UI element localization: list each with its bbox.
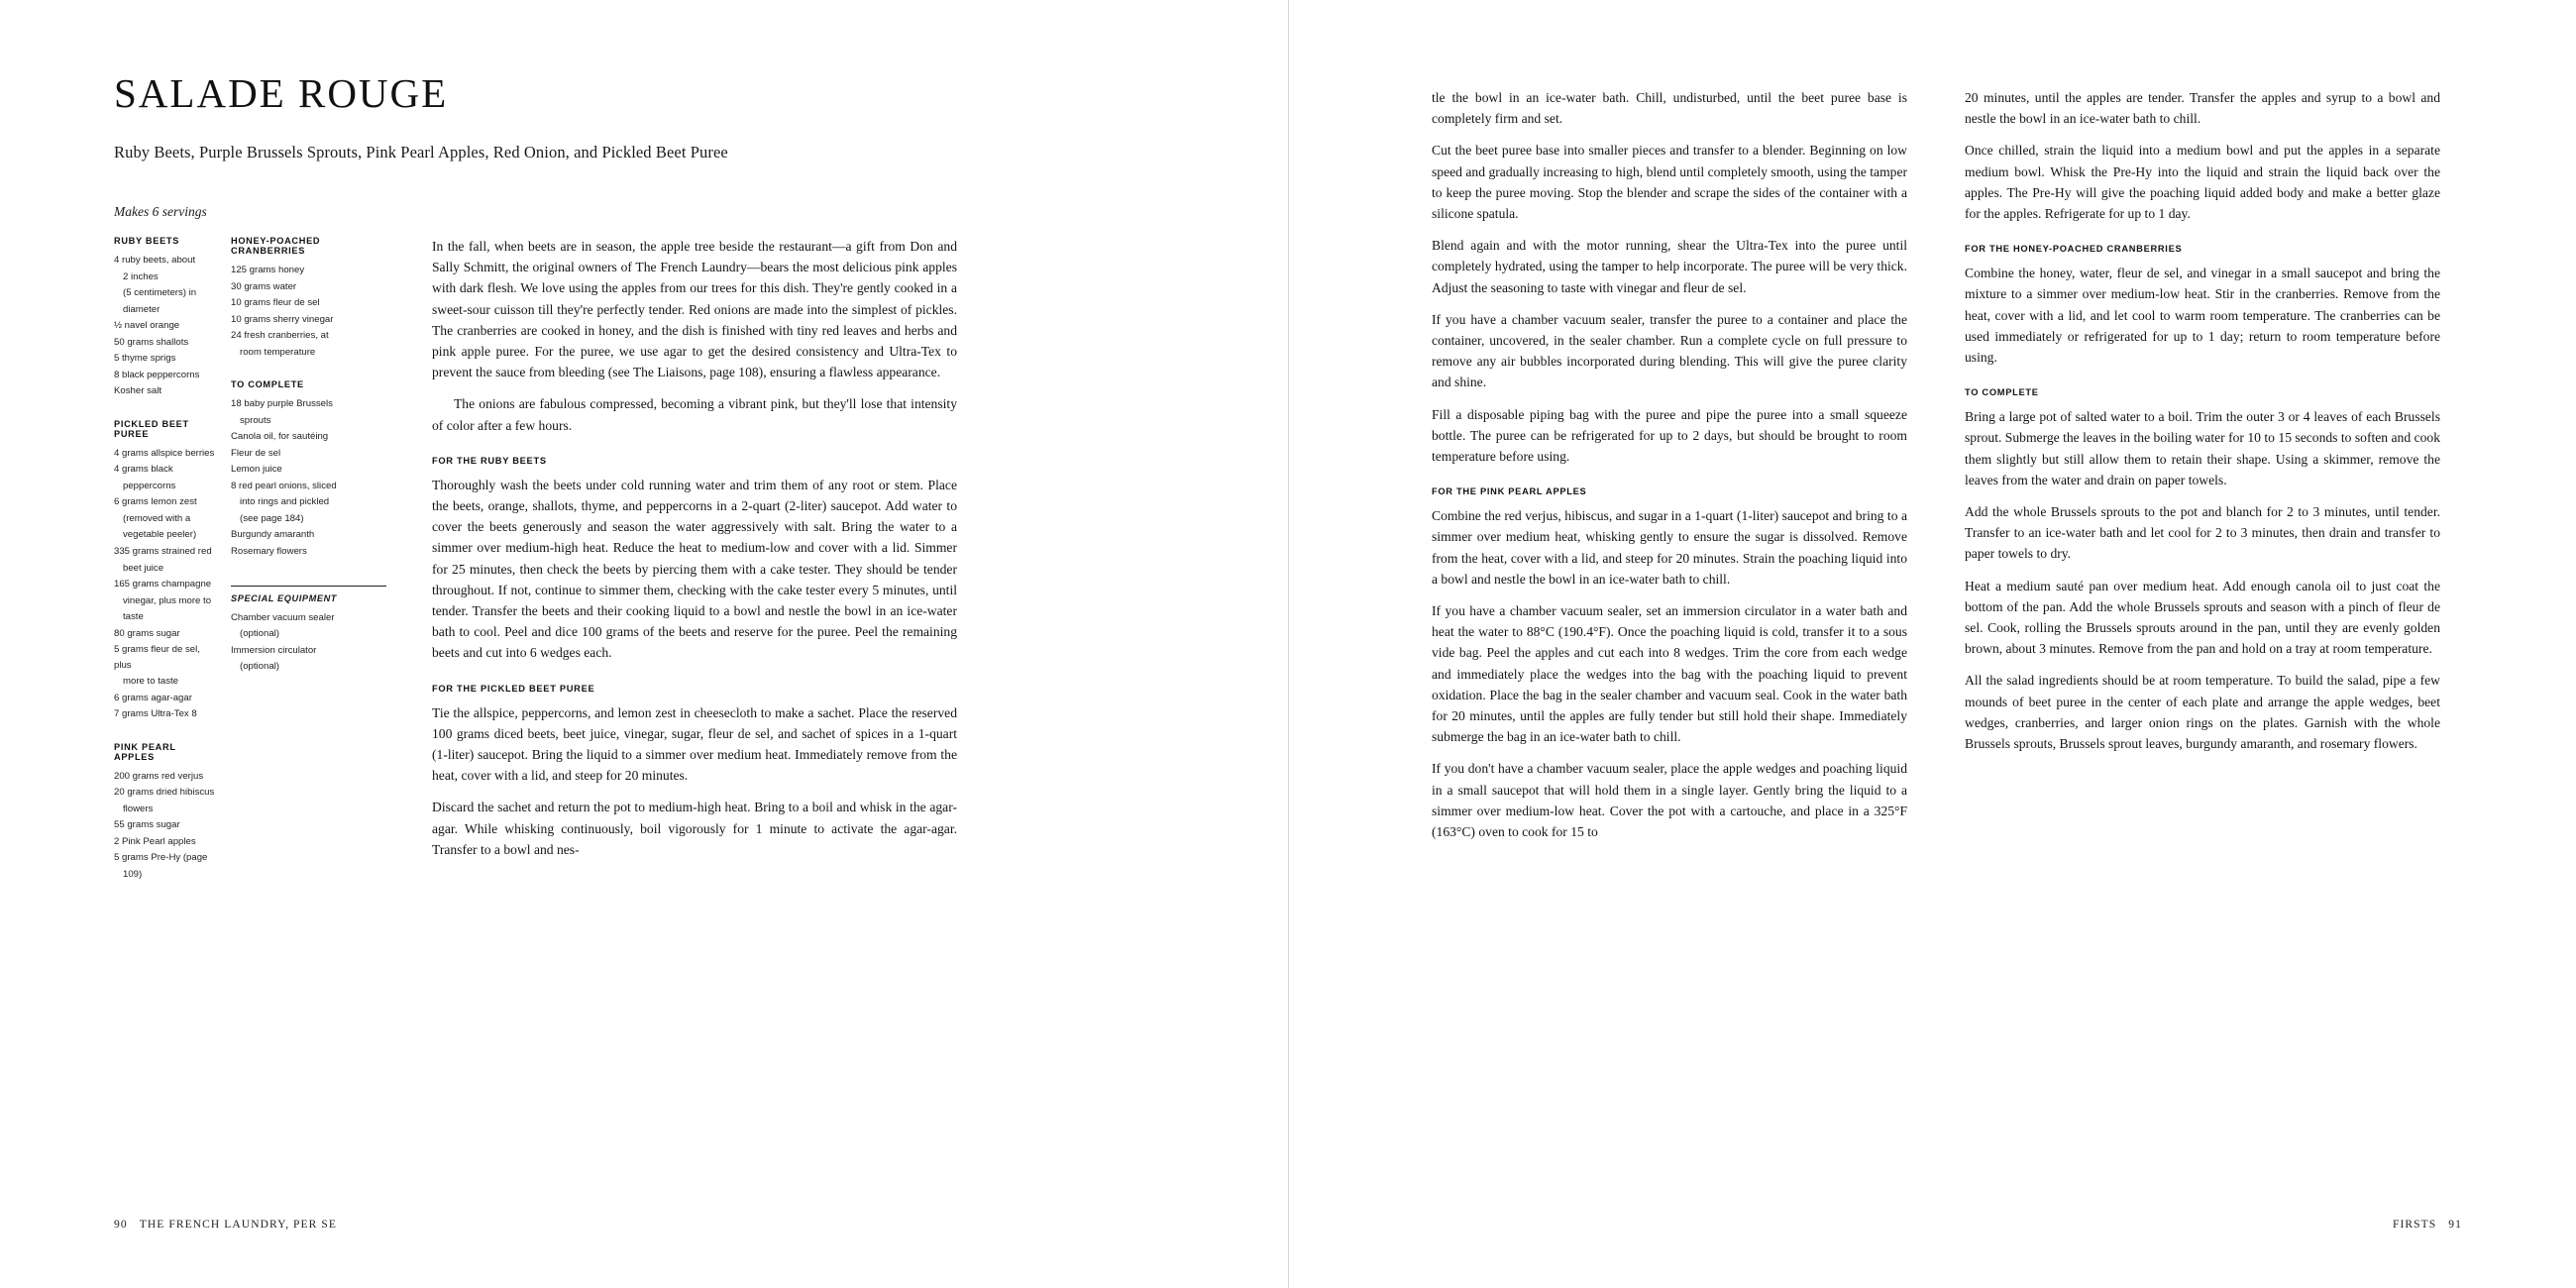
list-item: 165 grams champagne	[114, 579, 212, 590]
section-paragraph: Fill a disposable piping bag with the puree and pipe the puree into a small squeeze bottle. The puree can be refrigerated for up to 2 days, but should be brought to room temperature before using.	[1432, 406, 1907, 465]
list-item	[231, 413, 386, 429]
list-item: 4 ruby beets, about	[114, 255, 196, 266]
section-paragraph: Combine the red verjus, hibiscus, and sugar in a 1-quart (1-liter) saucepot and bring to a simmer over medium heat, whisking gently to ensure the sugar is dissolved. Remove from the heat, cover with a lid, and steep for 20 minutes. Strain the poaching liquid into a bowl and nestle the bowl in an ice-water bath to chill.	[1432, 508, 1907, 587]
list-item-continuation: (removed with a	[123, 512, 191, 524]
list-item-continuation: vegetable peeler)	[123, 529, 197, 541]
list-item-continuation: (optional)	[240, 661, 279, 673]
section-paragraph: Once chilled, strain the liquid into a medium bowl and put the apples in a separate medium bowl. Whisk the Pre-Hy into the liquid and strain the liquid back over the apples. The Pre-Hy will give the poaching liquid added body and make a better glaze for the apples. Refrigerate for up to 1 day.	[1965, 143, 2440, 222]
section-paragraph: Combine the honey, water, fleur de sel, and vinegar in a small saucepot and bring the mixture to a simmer over medium-low heat. Stir in the cranberries. Remove from the heat, cover with a lid, and let cool to warm room temperature. The cranberries can be used immediately or refrigerated for up to 1 day; return to room temperature before using.	[1965, 266, 2440, 366]
section-heading-ruby-beets: FOR THE RUBY BEETS	[432, 455, 547, 466]
list-item-continuation: vinegar, plus more to	[123, 594, 212, 606]
list-item	[231, 511, 386, 527]
list-item: 125 grams honey	[231, 265, 305, 275]
book-title-footer: THE FRENCH LAUNDRY, PER SE	[139, 1219, 338, 1231]
list-item-continuation: (see page 184)	[240, 512, 304, 524]
list-item	[114, 269, 217, 285]
list-item: Rosemary flowers	[231, 545, 307, 557]
list-item-continuation: 109)	[123, 869, 143, 880]
right-column-2	[1965, 87, 2440, 853]
intro-paragraph-note: The onions are fabulous compressed, becoming a vibrant pink, but they'll lose that intensity of color after a few hours.	[432, 396, 957, 433]
page-number-right: 91	[2448, 1219, 2462, 1231]
list-item: 8 red pearl onions, sliced	[231, 480, 337, 491]
section-paragraph: Tie the allspice, peppercorns, and lemon zest in cheesecloth to make a sachet. Place the reserved 100 grams diced beets, beet juice, vinegar, sugar, fleur de sel, and sachet of spices in a 1-quart (1-liter) saucepot. Bring the liquid to a simmer over medium heat. Immediately remove from the heat, cover with a lid, and steep for 20 minutes.	[432, 704, 957, 784]
list-item-continuation: peppercorns	[123, 480, 176, 491]
section-paragraph: tle the bowl in an ice-water bath. Chill, undisturbed, until the beet puree base is completely firm and set.	[1432, 90, 1907, 127]
section-heading-pink-pearl-apples: FOR THE PINK PEARL APPLES	[1432, 486, 1587, 497]
right-column-1	[1432, 87, 1907, 853]
list-item: 8 black peppercorns	[114, 369, 200, 380]
list-item: 200 grams red verjus	[114, 770, 204, 782]
list-item: 6 grams lemon zest	[114, 496, 197, 508]
list-item: Chamber vacuum sealer	[231, 611, 335, 623]
ingredient-column-1	[114, 236, 231, 884]
list-item: 2 Pink Pearl apples	[114, 835, 196, 847]
section-paragraph: If you don't have a chamber vacuum sealer, place the apple wedges and poaching liquid in a small saucepot that will hold them in a single layer. Gently bring the liquid to a simmer over medium-low heat. Cover the pot with a cartouche, and place in a 325°F (163°C) oven to cook for 15 to	[1432, 761, 1907, 840]
list-item: 10 grams fleur de sel	[231, 297, 320, 309]
ingredient-group-heading-pickled-beet-puree: PICKLED BEET PUREE	[114, 418, 189, 439]
list-item: Canola oil, for sautéing	[231, 431, 329, 443]
ingredient-group-heading-pink-pearl-apples: PINK PEARL APPLES	[114, 741, 176, 762]
list-item	[114, 674, 217, 690]
list-item: Fleur de sel	[231, 447, 281, 459]
list-item	[114, 302, 217, 318]
list-item	[114, 479, 217, 494]
ingredient-group-heading-to-complete: TO COMPLETE	[231, 379, 304, 390]
ingredient-list-pink-pearl-apples	[114, 769, 217, 883]
intro-paragraph: In the fall, when beets are in season, the apple tree beside the restaurant—a gift from Don and Sally Schmitt, the original owners of The French Laundry—bears the most delicious pink apples with dark flesh. We love using the apples from our trees for this dish. They're gently cooked in a sweet-sour cuisson till they're perfectly tender. Red onions are made into the simplest of pickles. The cranberries are cooked in honey, and the dish is finished with tiny red leaves and herbs and pink apple puree. For the puree, we use agar to get the desired consistency and Ultra-Tex to prevent the sauce from bleeding (see The Liaisons, page 108), ensuring a flawless appearance.	[432, 239, 957, 380]
section-heading-to-complete: TO COMPLETE	[1965, 387, 2039, 398]
ingredient-list-to-complete	[231, 396, 386, 559]
list-item: 5 thyme sprigs	[114, 353, 176, 365]
list-item: 5 grams Pre-Hy (page	[114, 852, 208, 864]
list-item: ½ navel orange	[114, 320, 180, 332]
list-item-continuation: room temperature	[240, 346, 316, 358]
section-paragraph: Add the whole Brussels sprouts to the pot and blanch for 2 to 3 minutes, until tender. Transfer to an ice-water bath and let cool for 2 to 3 minutes, then drain and transfer to paper towels to dry.	[1965, 504, 2440, 562]
section-paragraph: Thoroughly wash the beets under cold running water and trim them of any root or stem. Place the beets, orange, shallots, thyme, and peppercorns in a 2-quart (2-liter) saucepot. Add water to cover the beets generously and season the water aggressively with salt. Bring the water to a simmer over medium-high heat. Reduce the heat to medium-low and cover with a lid. Simmer for 25 minutes, then check the beets by piercing them with a cake tester. They should be tender throughout. If not, continue to simmer them, checking with the cake tester every 5 minutes, until tender. Transfer the beets and their cooking liquid to a bowl and nestle the bowl in an ice-water bath to cool. Peel and dice 100 grams of the beets and reserve for the puree. Peel the remaining beets and cut into 6 wedges each.	[432, 477, 957, 661]
section-heading-honey-poached-cranberries: FOR THE HONEY-POACHED CRANBERRIES	[1965, 244, 2183, 255]
right-page-footer	[2393, 1219, 2462, 1231]
list-item-continuation: (optional)	[240, 628, 279, 640]
list-item	[114, 285, 217, 301]
list-item: 80 grams sugar	[114, 627, 180, 639]
list-item-continuation: taste	[123, 611, 144, 623]
page-title: SALADE ROUGE	[114, 70, 449, 116]
list-item-continuation: (5 centimeters) in	[123, 287, 197, 299]
list-item: 20 grams dried hibiscus	[114, 787, 215, 799]
ingredient-list-pickled-beet-puree	[114, 446, 217, 722]
list-item	[114, 609, 217, 625]
section-paragraph: Heat a medium sauté pan over medium heat. Add enough canola oil to just coat the bottom of the pan. Add the whole Brussels sprouts and season with a pinch of fleur de sel. Cook, rolling the Brussels sprouts around in the pan, until they are evenly golden brown, about 3 minutes. Remove from the pan and hold on a tray at room temperature.	[1965, 578, 2440, 657]
list-item-continuation: more to taste	[123, 676, 178, 688]
list-item: 30 grams water	[231, 280, 297, 292]
list-item: Kosher salt	[114, 385, 161, 397]
list-item: 335 grams strained red	[114, 545, 212, 557]
section-paragraph: All the salad ingredients should be at room temperature. To build the salad, pipe a few mounds of beet puree in the center of each plate and arrange the apple wedges, beet wedges, cranberries, and larger onion rings on the plates. Garnish with the whole Brussels sprouts, Brussels sprout leaves, burgundy amaranth, and rosemary flowers.	[1965, 673, 2440, 752]
section-paragraph: Cut the beet puree base into smaller pieces and transfer to a blender. Beginning on low speed and gradually increasing to high, blend until completely smooth, using the tamper to keep the puree moving. Stop the blender and scrape the sides of the container with a silicone spatula.	[1432, 143, 1907, 222]
list-item: 18 baby purple Brussels	[231, 398, 333, 410]
list-item: 10 grams sherry vinegar	[231, 313, 334, 325]
section-paragraph: Bring a large pot of salted water to a boil. Trim the outer 3 or 4 leaves of each Brussels sprout. Submerge the leaves in the boiling water for 10 to 15 seconds to soften and cook them slightly but still allow them to retain their shape. Using a skimmer, remove the leaves from the water and drain on paper towels.	[1965, 409, 2440, 487]
list-item-continuation: 2 inches	[123, 270, 159, 282]
list-item	[114, 561, 217, 577]
list-item: 6 grams agar-agar	[114, 692, 192, 703]
right-page	[1288, 0, 2576, 1288]
list-item-continuation: flowers	[123, 803, 154, 814]
special-equipment-heading: SPECIAL EQUIPMENT	[231, 586, 386, 603]
list-item: Immersion circulator	[231, 644, 317, 656]
list-item	[114, 802, 217, 817]
list-item	[114, 593, 217, 609]
section-heading-pickled-beet-puree: FOR THE PICKLED BEET PUREE	[432, 683, 595, 694]
ingredient-group-heading-ruby-beets: RUBY BEETS	[114, 236, 180, 246]
list-item: Burgundy amaranth	[231, 529, 315, 541]
page-number-left: 90	[114, 1219, 128, 1231]
list-item: Lemon juice	[231, 464, 282, 476]
list-item-continuation: diameter	[123, 303, 161, 315]
list-item	[231, 494, 386, 510]
section-paragraph: If you have a chamber vacuum sealer, set an immersion circulator in a water bath and heat the water to 88°C (190.4°F). Once the poaching liquid is cold, transfer it to a sous vide bag. Peel the apples and cut each into 8 wedges. Trim the core from each wedge and immediately place the wedges into the bag with the poaching liquid to prevent oxidation. Place the bag in the sealer chamber and vacuum seal. Cook in the water bath for 20 minutes, until the apples are fully tender but still hold their shape. Immediately submerge the bag in an ice-water bath to chill.	[1432, 603, 1907, 745]
list-item-continuation: sprouts	[240, 414, 271, 426]
section-paragraph: Discard the sachet and return the pot to medium-high heat. Bring to a boil and whisk in the agar-agar. While whisking continuously, boil vigorously for 1 minute to activate the agar-agar. Transfer to a bowl and nes-	[432, 800, 957, 857]
left-page-footer	[114, 1219, 337, 1231]
list-item	[114, 527, 217, 543]
list-item: 5 grams fleur de sel, plus	[114, 644, 200, 671]
ingredient-list-honey-poached-cranberries	[231, 263, 386, 360]
list-item: 24 fresh cranberries, at	[231, 330, 329, 342]
list-item-continuation: beet juice	[123, 562, 164, 574]
list-item	[114, 511, 217, 527]
ingredient-group-heading-honey-poached-cranberries: HONEY-POACHED CRANBERRIES	[231, 236, 321, 256]
ingredient-column-2	[231, 236, 404, 884]
section-paragraph: Blend again and with the motor running, shear the Ultra-Tex into the puree until completely hydrated, using the tamper to help incorporate. The puree will be very thick. Adjust the seasoning to taste with vinegar and fleur de sel.	[1432, 238, 1907, 295]
list-item: 4 grams black	[114, 464, 173, 476]
special-equipment-list	[231, 610, 386, 675]
list-item	[231, 626, 386, 642]
recipe-columns	[114, 236, 1174, 884]
section-paragraph: 20 minutes, until the apples are tender. Transfer the apples and syrup to a bowl and nestle the bowl in an ice-water bath to chill.	[1965, 90, 2440, 127]
recipe-subtitle: Ruby Beets, Purple Brussels Sprouts, Pink Pearl Apples, Red Onion, and Pickled Beet Puree	[114, 143, 728, 161]
list-item	[114, 867, 217, 883]
list-item-continuation: into rings and pickled	[240, 496, 330, 508]
servings-note: Makes 6 servings	[114, 204, 207, 219]
ingredient-list-ruby-beets	[114, 253, 217, 399]
list-item: 4 grams allspice berries	[114, 447, 215, 459]
list-item: 7 grams Ultra-Tex 8	[114, 708, 197, 720]
chapter-title-footer: FIRSTS	[2392, 1219, 2437, 1231]
list-item	[231, 659, 386, 675]
list-item: 55 grams sugar	[114, 819, 180, 831]
recipe-body-column	[432, 236, 957, 884]
list-item: 50 grams shallots	[114, 336, 189, 348]
list-item	[231, 345, 386, 361]
section-paragraph: If you have a chamber vacuum sealer, transfer the puree to a container and place the container, uncovered, in the sealer chamber. Run a complete cycle on full pressure to remove any air bubbles incorporated during blending. This will give the puree clarity and shine.	[1432, 311, 1907, 390]
